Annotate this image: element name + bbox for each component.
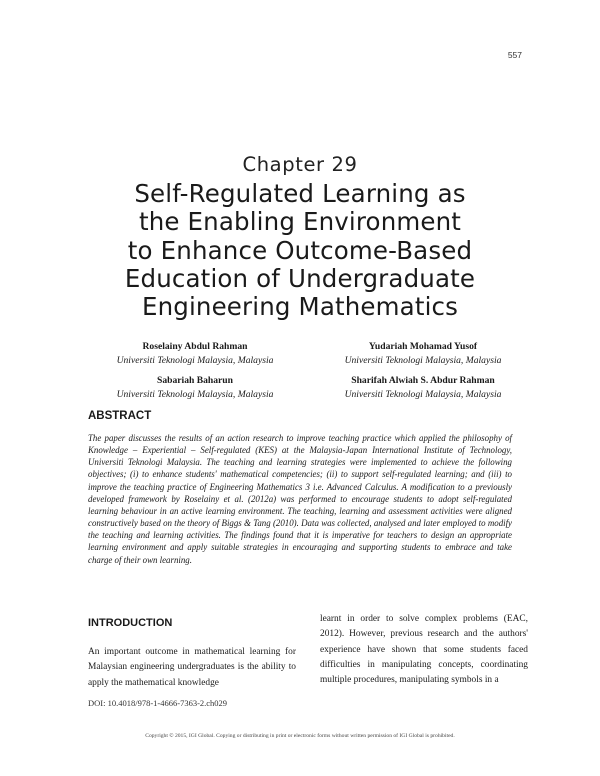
introduction-column-left: An important outcome in mathematical learning for Malaysian engineering undergraduates is the ability to apply the mathematical knowledge (88, 647, 296, 688)
author-affiliation: Universiti Teknologi Malaysia, Malaysia (116, 389, 274, 400)
author-block (308, 374, 538, 402)
author-affiliation: Universiti Teknologi Malaysia, Malaysia (116, 355, 274, 366)
abstract-heading: ABSTRACT (88, 410, 152, 422)
title-line: to Enhance Outcome-Based (127, 235, 473, 265)
chapter-title (60, 180, 540, 321)
author-affiliation: Universiti Teknologi Malaysia, Malaysia (344, 355, 502, 366)
abstract-text: The paper discusses the results of an action research to improve teaching practice which applied the philosophy of Knowledge – Experiential – Self-regulated (KES) at the Malaysia-Japan International Institute of Technology, Universiti Teknologi Malaysia. The teaching and learning strategies were implemented to achieve the following objectives; (i) to enhance students' mathematical competencies; (ii) to support self-regulated learning; and (iii) to improve the teaching practice of Engineering Mathematics 3 i.e. Advanced Calculus. A modification to a previously developed framework by Roselainy et al. (2012a) was performed to encourage students to adopt self-regulated learning behaviour in an active learning environment. The teaching, learning and assessment activities were aligned constructively based on the theory of Biggs & Tang (2010). Data was collected, analysed and later employed to modify the teaching and learning activities. The findings found that it is imperative for teachers to design an appropriate learning environment and apply suitable strategies in encouraging and supporting students to embrace and take charge of their own learning. (88, 433, 512, 565)
title-line: Self-Regulated Learning as (134, 179, 466, 208)
title-line: the Enabling Environment (138, 207, 462, 237)
author-block (80, 374, 310, 402)
introduction-column-right: learnt in order to solve complex problems (EAC, 2012). However, previous research and the authors' experience have shown that some students faced difficulties in manipulating concepts, coordinating multiple procedures, manipulating symbols in a (320, 614, 528, 686)
doi: DOI: 10.4018/978-1-4666-7363-2.ch029 (88, 698, 228, 708)
chapter-label: Chapter 29 (242, 153, 358, 176)
author-name: Yudariah Mohamad Yusof (368, 341, 478, 352)
copyright-notice: Copyright © 2015, IGI Global. Copying or distributing in print or electronic forms without written permission of IGI Global is prohibited. (145, 733, 455, 739)
author-affiliation: Universiti Teknologi Malaysia, Malaysia (344, 389, 502, 400)
title-line: Education of Undergraduate (124, 263, 476, 293)
introduction-heading: INTRODUCTION (88, 617, 173, 629)
page-number: 557 (507, 50, 522, 60)
author-name: Sabariah Baharun (157, 375, 233, 386)
author-name: Roselainy Abdul Rahman (142, 341, 248, 352)
author-name: Sharifah Alwiah S. Abdur Rahman (351, 375, 495, 386)
author-block (308, 340, 538, 368)
title-line: Engineering Mathematics (141, 292, 459, 322)
author-block (80, 340, 310, 368)
